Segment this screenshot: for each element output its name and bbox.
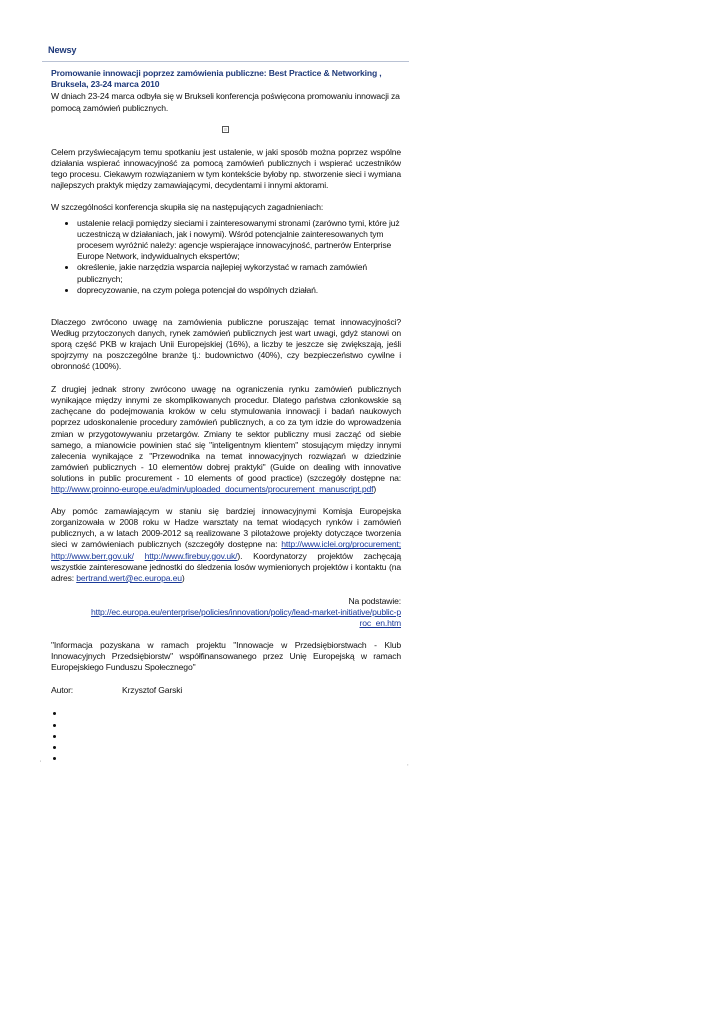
paragraph-goal: Celem przyświecającym temu spotkaniu jest ustalenie, w jaki sposób można poprzez wspólne działania wspierać innowacyjność za pomocą zamówień publicznych i wspierać uczestników tego procesu. Ciekawym rozwiązaniem w tym kontekście byłoby np. stworzenie sieci i wymiana najlepszych praktyk między zamawiającymi, decydentami i innymi aktorami. — [51, 146, 401, 190]
article-headline — [51, 68, 401, 90]
image-placeholder-icon — [222, 126, 229, 133]
contact-email-link[interactable]: bertrand.wert@ec.europa.eu — [76, 572, 182, 583]
paragraph-pilot-end: ) — [181, 572, 185, 583]
author-row — [51, 685, 401, 696]
paragraph-pilot-projects — [51, 506, 401, 584]
list-item: • ustalenie relacji pomiędzy sieciami i zainteresowanymi stronami (zarówno tymi, które już uczestniczą w działaniach, jak i nowymi). Wśród potencjalnie zainteresowanych tym procesem wyróżnić należy: agencje wspierające innowacyjność, partnerów Enterprise Europe Network, indywidualnych ekspertów; — [77, 218, 401, 262]
source-link[interactable]: http://ec.europa.eu/enterprise/policies/innovation/policy/lead-market-initiative/public-proc_en.htm — [90, 606, 401, 628]
header-divider — [42, 61, 409, 62]
headline-line-1: Promowanie innowacji poprzez zamówienia publiczne: Best Practice & Networking , — [51, 68, 382, 78]
headline-line-2: Bruksela, 23-24 marca 2010 — [51, 79, 160, 90]
paragraph-limitations-end: ) — [373, 484, 377, 495]
author-name: Krzysztof Garski — [122, 685, 183, 696]
list-item — [65, 731, 401, 742]
berr-link[interactable]: http://www.berr.gov.uk/ — [51, 550, 134, 561]
list-item: • doprecyzowanie, na czym polega potencjał do wspólnych działań. — [77, 285, 401, 296]
paragraph-pilot-text: Aby pomóc zamawiającym w staniu się bardziej innowacyjnymi Komisja Europejska zorganizowała w 2008 roku w Hadze warsztaty na temat wiodących rynków i zamówień publicznych, a w latach 2009-2012 są realizowane 3 pilotażowe projekty dotyczące tworzenia sieci w zamówieniach publicznych (szczegóły dostępne na: — [51, 506, 401, 550]
empty-bullet-list — [51, 708, 401, 763]
source-block — [51, 596, 401, 629]
list-item: • określenie, jakie narzędzia wsparcia najlepiej wykorzystać w ramach zamówień publicznych; — [77, 262, 401, 284]
list-item — [65, 720, 401, 731]
paragraph-limitations-text: Z drugiej jednak strony zwrócono uwagę na ograniczenia rynku zamówień publicznych wynikające między innymi ze skomplikowanych procedur. Dlatego państwa członkowskie są zachęcane do podejmowania kroków w celu stymulowania innowacji i badań naukowych poprzez udoskonalenie procedury zamówień publicznych, a co za tym idzie do wprowadzenia zmian w przygotowywaniu przetargów. Zmiany te sektor publiczny musi zacząć od siebie samego, a mianowicie powinien stać się "inteligentnym klientem" stosującym między innymi zalecenia wynikające z "Przewodnika na temat innowacyjnych rozwiązań w dziedzinie zamówień publicznych - 10 elementów dobrej praktyki" (Guide on dealing with innovative solutions in public procurement - 10 elements of good practice) (szczegóły dostępne na: — [51, 384, 401, 483]
section-title: Newsy — [48, 45, 77, 55]
source-label: Na podstawie: — [348, 595, 401, 606]
paragraph-topics-intro: W szczególności konferencja skupiła się na następujących zagadnieniach: — [51, 201, 324, 212]
firebuy-link[interactable]: http://www.firebuy.gov.uk/ — [144, 550, 238, 561]
corner-mark-right: , — [407, 761, 409, 767]
list-item — [65, 708, 401, 719]
topics-list — [51, 218, 401, 296]
list-item — [65, 753, 401, 764]
funding-note: "Informacja pozyskana w ramach projektu "Innowacje w Przedsiębiorstwach - Klub Innowacyjnych Przedsiębiorstw" współfinansowanego przez Unię Europejską w ramach Europejskiego Funduszu Społecznego" — [51, 640, 401, 673]
proinno-link[interactable]: http://www.proinno-europe.eu/admin/uploaded_documents/procurement_manuscript.pdf — [51, 484, 374, 495]
iclei-link[interactable]: http://www.iclei.org/procurement; — [281, 539, 401, 550]
link-separator — [134, 551, 145, 561]
list-item — [65, 742, 401, 753]
article — [51, 68, 401, 764]
paragraph-why-procurement: Dlaczego zwrócono uwagę na zamówienia publiczne poruszając temat innowacyjności? Według przytoczonych danych, rynek zamówień publicznych jest wart uwagi, gdyż stanowi on sporą część PKB w krajach Unii Europejskiej (16%), a liczby te jeszcze się zwiększają, jeśli spojrzymy na poszczególne branże tj.: budownictwo (40%), czy bezpieczeństwo cywilne i obronność (100%). — [51, 316, 401, 372]
article-lead: W dniach 23-24 marca odbyła się w Brukseli konferencja poświęcona promowaniu innowacji za pomocą zamówień publicznych. — [51, 91, 400, 113]
paragraph-limitations — [51, 384, 401, 495]
corner-mark-left: ' — [40, 761, 41, 767]
paragraph-pilot-mid: ). Koordynatorzy projektów zachęcają wszystkie zainteresowane jednostki do śledzenia losów wymienionych projektów i kontaktu (na adres: — [51, 550, 401, 583]
author-label: Autor: — [51, 685, 74, 696]
